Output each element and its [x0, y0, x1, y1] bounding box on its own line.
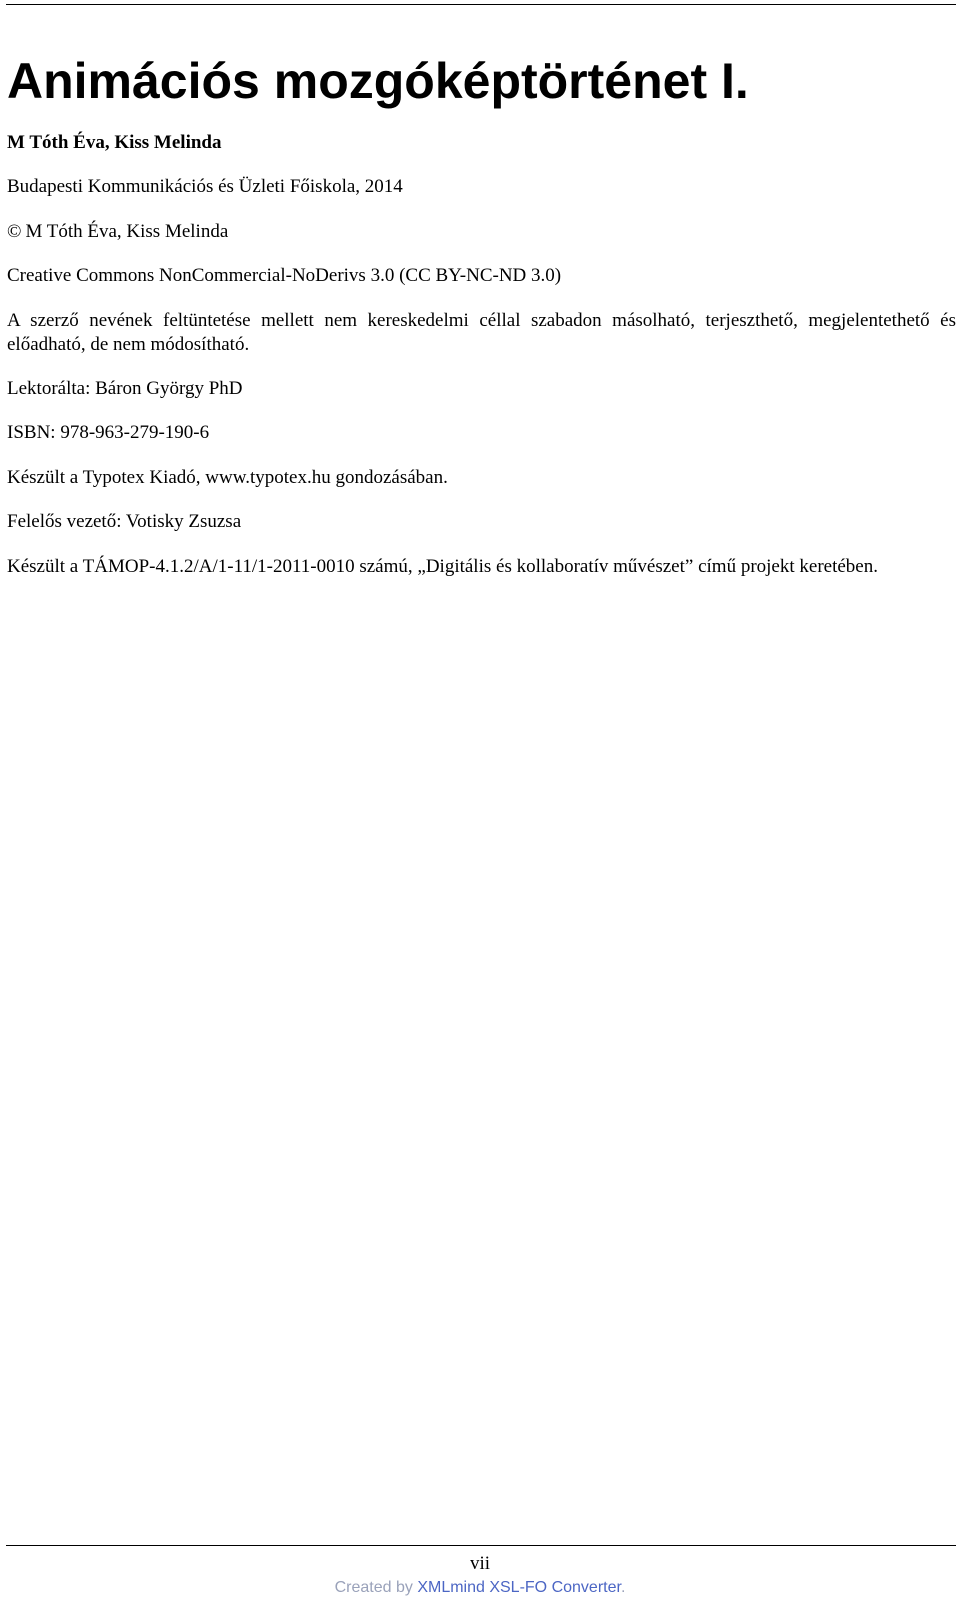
- footer-credit: [0, 1577, 960, 1599]
- bottom-rule: [6, 1545, 956, 1546]
- publisher-credit-line: Készült a Typotex Kiadó, www.typotex.hu gondozásában.: [7, 467, 448, 488]
- document-title: Animációs mozgóképtörténet I.: [7, 53, 749, 109]
- footer-credit-brand: XMLmind XSL-FO Converter: [417, 1579, 621, 1596]
- copyright-holders: M Tóth Éva, Kiss Melinda: [25, 221, 229, 242]
- authors: M Tóth Éva, Kiss Melinda: [7, 132, 222, 153]
- page-number: vii: [469, 1553, 491, 1574]
- isbn-line: ISBN: 978-963-279-190-6: [7, 422, 210, 443]
- copyright-line: [7, 220, 956, 244]
- license-terms: A szerző nevének feltüntetése mellett nem kereskedelmi céllal szabadon másolható, terjeszthető, megjelentethető és előadható, de nem módosítható.: [7, 310, 956, 355]
- publisher-line: Budapesti Kommunikációs és Üzleti Főiskola, 2014: [7, 176, 403, 197]
- copyright-symbol: ©: [7, 221, 22, 242]
- top-rule: [6, 4, 956, 5]
- manager-line: Felelős vezető: Votisky Zsuzsa: [7, 511, 242, 532]
- license-line: Creative Commons NonCommercial-NoDerivs 3.0 (CC BY-NC-ND 3.0): [7, 265, 562, 286]
- footer-credit-suffix: .: [620, 1579, 626, 1596]
- reviewer-line: Lektorálta: Báron György PhD: [7, 378, 243, 399]
- project-line: Készült a TÁMOP-4.1.2/A/1-11/1-2011-0010 számú, „Digitális és kollaboratív művészet” című projekt keretében.: [7, 556, 878, 577]
- footer-credit-prefix: Created by: [334, 1579, 418, 1596]
